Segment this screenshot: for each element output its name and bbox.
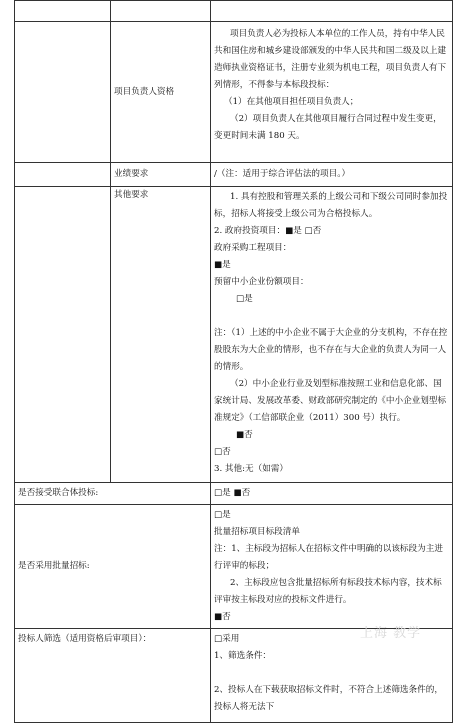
other-line: □否 (214, 447, 231, 457)
other-line: 2. 政府投资项目：■是 □否 (214, 226, 322, 236)
table-row (15, 1, 453, 22)
table-cell (211, 1, 453, 22)
table-row (15, 187, 453, 483)
other-line: ■是 (214, 260, 231, 270)
table-row (15, 505, 453, 629)
row-label: 业绩要求 (111, 163, 211, 187)
batch-line: 批量招标项目标段清单 (214, 527, 300, 537)
table-cell (15, 1, 111, 22)
table-cell (15, 163, 111, 187)
table-row (15, 163, 453, 187)
other-line: ■否 (236, 430, 253, 440)
other-line: 1. 具有控股和管理关系的上级公司和下级公司同时参加投标，招标人将接受上级公司为合格投标人。 (214, 192, 448, 219)
table-row (15, 22, 453, 163)
row-label: 是否采用批量招标: (15, 505, 211, 629)
other-line: □是 (236, 294, 253, 304)
consortium-value: □是 ■否 (211, 483, 453, 505)
manager-item: （2）项目负责人在其他项目履行合同过程中发生变更，变更时间未满 180 天。 (214, 114, 442, 141)
table-row (15, 483, 453, 505)
performance-text: /（注：适用于综合评估法的项目。） (211, 163, 453, 187)
screening-cell (211, 629, 453, 723)
batch-line: 注：1、主标段为招标人在招标文件中明确的以该标段为主进行评审的标段； (214, 544, 443, 571)
other-line: 3. 其他:无（如需） (214, 464, 288, 474)
other-note: （2）中小企业行业及划型标准按照工业和信息化部、国家统计局、发展改革委、财政部研究制定的《中小企业划型标准规定》（工信部联企业（2011）300 号）执行。 (214, 379, 447, 423)
row-label: 其他要求 (111, 187, 211, 483)
screening-line: 1、筛选条件： (214, 651, 272, 661)
other-line: 政府采购工程项目： (214, 243, 292, 253)
row-label: 投标人筛选（适用资格后审项目）： (15, 629, 211, 723)
other-note: 注：（1）上述的中小企业不属于大企业的分支机构，不存在控股股东为大企业的情形，也不存在与大企业的负责人为同一人的情形。 (214, 328, 448, 372)
screening-line: □采用 (214, 634, 240, 644)
batch-line: ■否 (214, 612, 231, 622)
batch-cell (211, 505, 453, 629)
watermark: 上海 教学 (360, 626, 422, 641)
screening-line: 2、投标人在下载获取招标文件时，不符合上述筛选条件的，投标人将无法下 (214, 685, 443, 712)
requirements-table (14, 0, 453, 723)
manager-item: （1）在其他项目担任项目负责人； (224, 97, 359, 107)
manager-cell (211, 22, 453, 163)
other-line: 预留中小企业份额项目： (214, 277, 309, 287)
batch-line: 2、主标段应包含批量招标所有标段技术标内容，技术标评审按主标段对应的投标文件进行。 (214, 578, 442, 605)
manager-text: 项目负责人必为投标人本单位的工作人员，持有中华人民共和国住房和城乡建设部颁发的中华人民共和国二级及以上建造师执业资格证书，注册专业须为机电工程，项目负责人有下列情形，不得参与本标段投标： (214, 29, 447, 90)
table-cell (15, 22, 111, 163)
batch-line: □是 (214, 510, 231, 520)
table-cell (15, 187, 111, 483)
table-row (15, 629, 453, 723)
table-cell (111, 1, 211, 22)
other-cell (211, 187, 453, 483)
row-label: 是否接受联合体投标: (15, 483, 211, 505)
row-label: 项目负责人资格 (111, 22, 211, 163)
